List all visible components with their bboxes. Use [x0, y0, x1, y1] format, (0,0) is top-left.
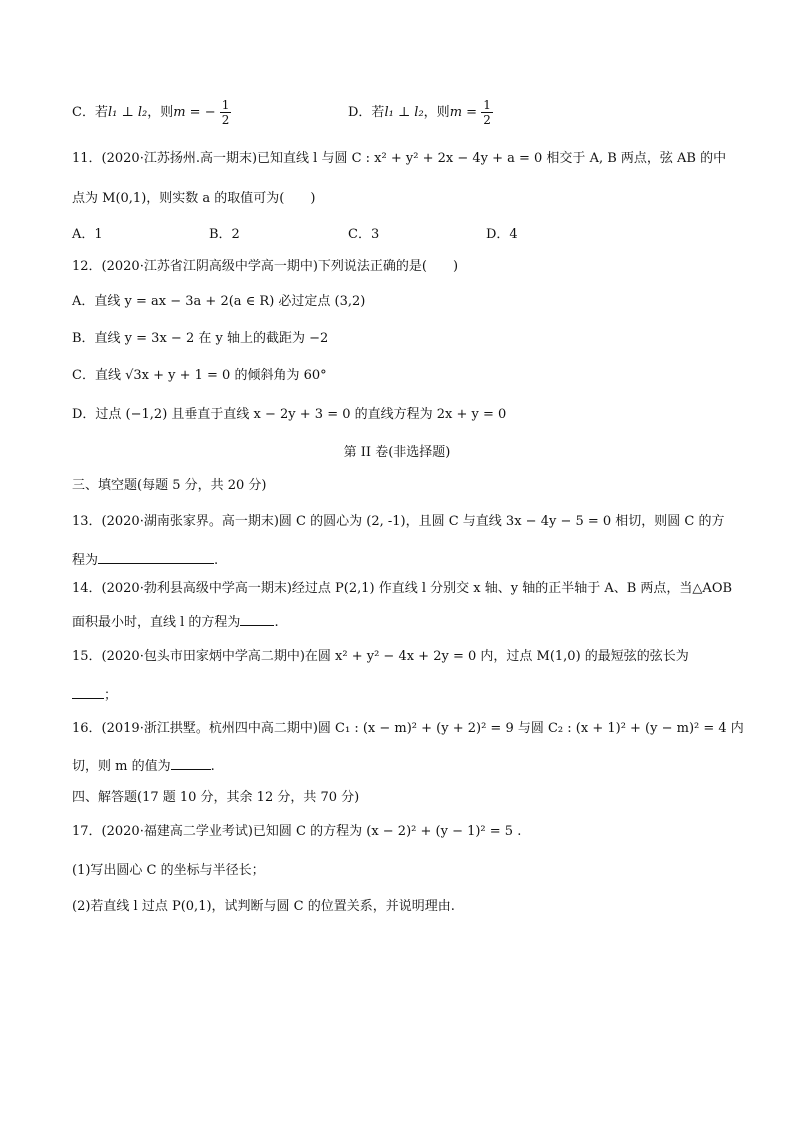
q14-stem-line2 [72, 611, 279, 633]
q11-stem-line1: 11．(2020·江苏扬州.高一期末)已知直线 l 与圆 C : x² + y² + 2x − 4y + a = 0 相交于 A, B 两点，弦 AB 的中 [72, 151, 727, 166]
q16-stem-line1: 16．(2019·浙江拱墅。杭州四中高二期中)圆 C₁ : (x − m)² + (y + 2)² = 9 与圆 C₂ : (x + 1)² + (y − m)² = 4 内 [72, 721, 744, 736]
q11-option-a: A．1 [72, 227, 103, 242]
q10-option-d [348, 98, 493, 127]
q15-answer-blank[interactable] [72, 684, 104, 699]
q10-c-mid: ，则 [147, 105, 174, 120]
q15-stem-line1: 15．(2020·包头市田家炳中学高二期中)在圆 x² + y² − 4x + 2y = 0 内，过点 M(1,0) 的最短弦的弦长为 [72, 649, 689, 664]
q10-c-den: 2 [221, 113, 230, 127]
q10-option-c [72, 98, 231, 127]
q11-option-d: D．4 [486, 227, 518, 242]
q10-c-condition: l₁ ⊥ l₂ [107, 105, 148, 120]
q10-d-condition: l₁ ⊥ l₂ [384, 105, 424, 120]
q13-stem-line1: 13．(2020·湖南张家界。高一期末)圆 C 的圆心为 (2, -1)，且圆 C 与直线 3x − 4y − 5 = 0 相切，则圆 C 的方 [72, 514, 725, 529]
q14-answer-blank[interactable] [240, 611, 274, 626]
q16-line2-post: . [210, 759, 215, 774]
q10-d-num: 1 [483, 98, 491, 112]
q11-option-b: B．2 [209, 227, 240, 242]
q16-line2-pre: 切，则 m 的值为 [72, 759, 171, 774]
q12-stem: 12．(2020·江苏省江阴高级中学高一期中)下列说法正确的是( ) [72, 259, 459, 274]
q10-c-equation: m = − [173, 105, 216, 120]
q10-d-fraction [481, 98, 493, 127]
q10-c-fraction [220, 98, 232, 127]
q12-option-d: D．过点 (−1,2) 且垂直于直线 x − 2y + 3 = 0 的直线方程为 2x + y = 0 [72, 407, 507, 422]
q14-stem-line1: 14．(2020·勃利县高级中学高一期末)经过点 P(2,1) 作直线 l 分别交 x 轴、y 轴的正半轴于 A、B 两点，当△AOB [72, 581, 733, 596]
q11-option-c: C．3 [348, 227, 380, 242]
q17-part2: (2)若直线 l 过点 P(0,1)，试判断与圆 C 的位置关系，并说明理由. [72, 899, 455, 914]
q13-line2-post: . [214, 553, 219, 568]
q16-answer-blank[interactable] [171, 755, 211, 770]
section-ii-title: 第 II 卷(非选择题) [343, 445, 451, 460]
q13-answer-blank[interactable] [98, 549, 214, 564]
q12-option-b: B．直线 y = 3x − 2 在 y 轴上的截距为 −2 [72, 331, 329, 346]
q16-stem-line2 [72, 755, 215, 777]
q13-line2-pre: 程为 [72, 553, 99, 568]
q14-line2-post: . [274, 615, 279, 630]
section-3-title: 三、填空题(每题 5 分，共 20 分) [72, 478, 267, 493]
q10-d-mid: ，则 [423, 105, 450, 120]
q12-option-c: C．直线 √3x + y + 1 = 0 的倾斜角为 60° [72, 368, 327, 383]
q14-line2-pre: 面积最小时，直线 l 的方程为 [72, 615, 241, 630]
section-4-title: 四、解答题(17 题 10 分，其余 12 分，共 70 分) [72, 790, 360, 805]
q15-stem-line2 [72, 684, 117, 706]
q10-d-label: D．若 [348, 105, 385, 120]
q13-stem-line2 [72, 549, 218, 571]
q17-stem: 17．(2020·福建高二学业考试)已知圆 C 的方程为 (x − 2)² + (y − 1)² = 5 . [72, 824, 522, 839]
q10-c-num: 1 [221, 98, 230, 112]
q17-part1: (1)写出圆心 C 的坐标与半径长； [72, 863, 265, 878]
q15-line2-post: ； [104, 688, 118, 703]
q10-c-label: C．若 [72, 105, 108, 120]
q12-option-a: A．直线 y = ax − 3a + 2(a ∈ R) 必过定点 (3,2) [72, 294, 366, 309]
q10-d-equation: m = [449, 105, 478, 120]
q10-d-den: 2 [483, 113, 491, 127]
q11-stem-line2: 点为 M(0,1)，则实数 a 的取值可为( ) [72, 191, 316, 206]
